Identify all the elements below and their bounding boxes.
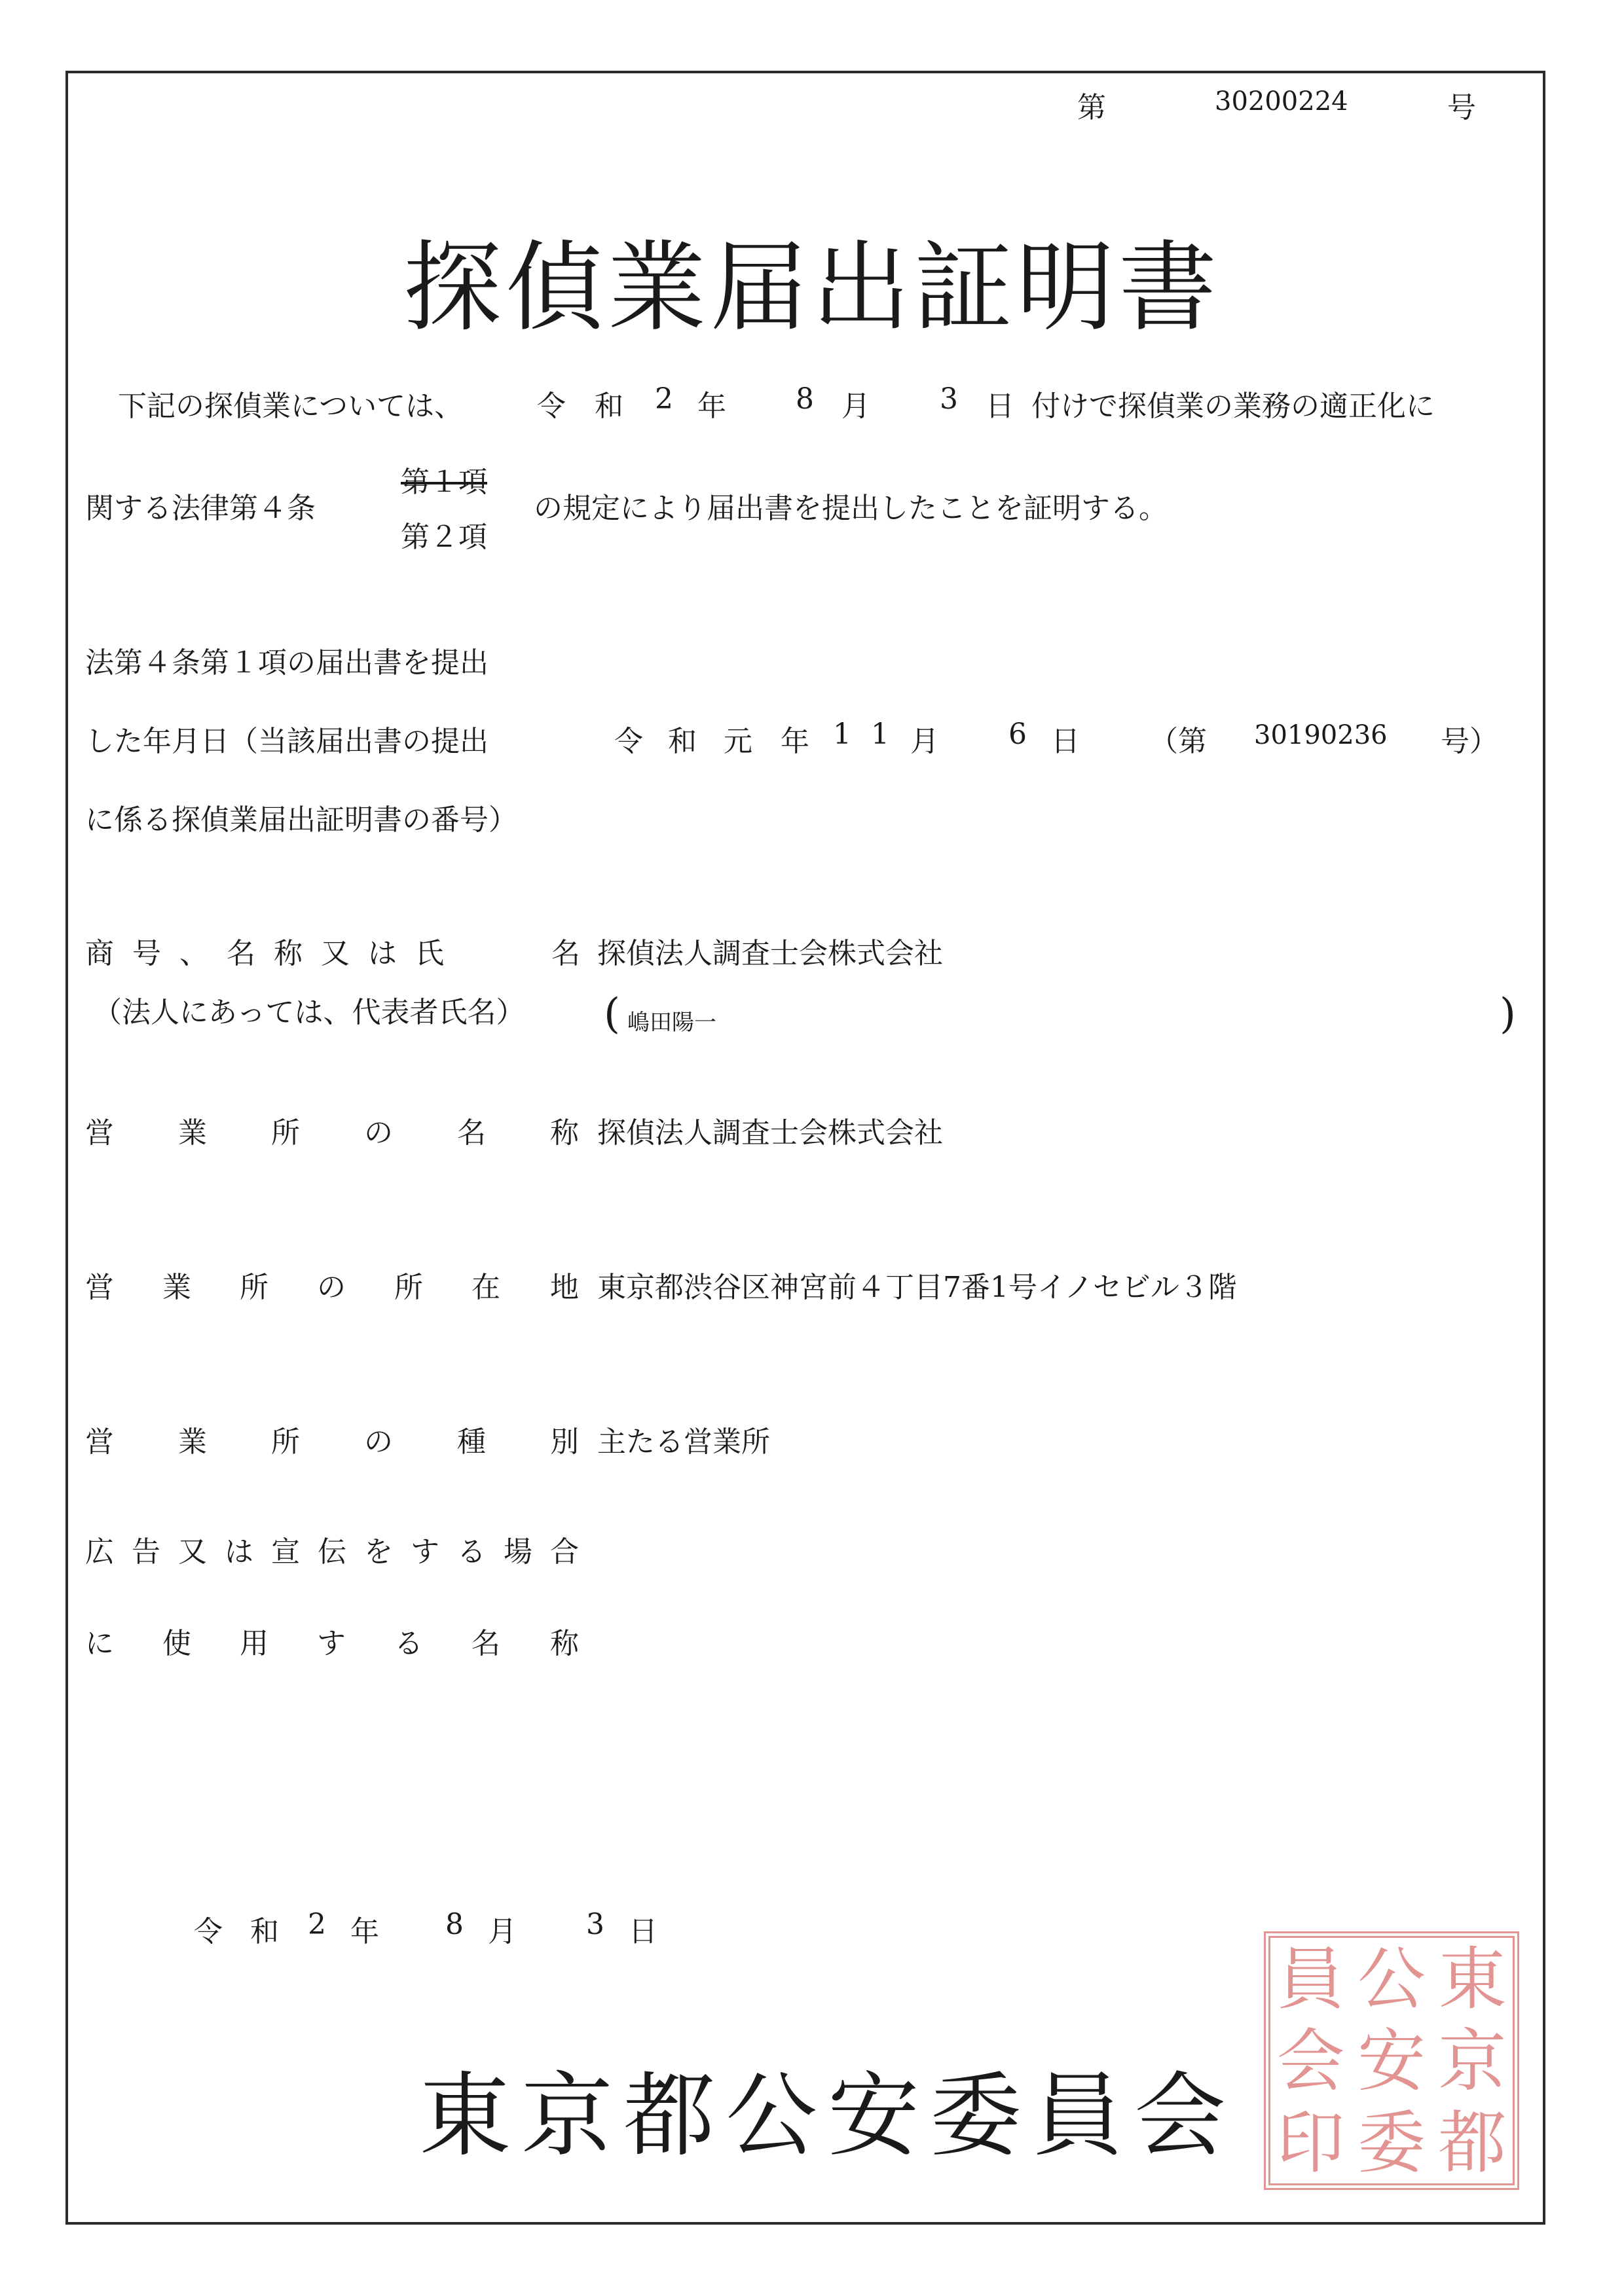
body-date-month: 8 bbox=[796, 382, 814, 416]
ad-name-label-1-8: す bbox=[411, 1535, 439, 1569]
office-address-label-6: 在 bbox=[471, 1271, 500, 1304]
ad-name-label-2-2: 使 bbox=[162, 1627, 191, 1660]
office-type-label-3: 所 bbox=[271, 1425, 300, 1459]
office-type-label-6: 別 bbox=[550, 1425, 579, 1459]
seal-char: 京 bbox=[1438, 2020, 1507, 2101]
office-name-label-6: 称 bbox=[550, 1116, 579, 1150]
prior-date-year-unit: 年 bbox=[781, 725, 809, 758]
issuer-name: 東京都公安委員会 bbox=[419, 2063, 1237, 2170]
office-name-label-3: 所 bbox=[271, 1116, 300, 1150]
prior-date-month-unit: 月 bbox=[910, 725, 939, 758]
office-type-label-4: の bbox=[364, 1425, 393, 1459]
office-name-label-2: 業 bbox=[178, 1116, 207, 1150]
office-type-label-5: 種 bbox=[457, 1425, 486, 1459]
office-name-label-5: 名 bbox=[457, 1116, 486, 1150]
ad-name-label-2-3: 用 bbox=[240, 1627, 268, 1660]
seal-char: 都 bbox=[1438, 2102, 1507, 2183]
trade-name-label-8: 氏 bbox=[415, 937, 444, 970]
ad-name-label-1-2: 告 bbox=[132, 1535, 160, 1569]
seal-char: 東 bbox=[1438, 1939, 1507, 2019]
trade-name-label-2: 号 bbox=[132, 937, 161, 970]
number-prefix: 第 bbox=[1077, 91, 1106, 124]
trade-name-label-9: 名 bbox=[551, 937, 580, 970]
clause-active: 第２項 bbox=[401, 520, 487, 554]
prior-date-era: 令 bbox=[614, 725, 643, 758]
ad-name-label-1-9: る bbox=[457, 1535, 486, 1569]
issue-date-year: 2 bbox=[308, 1908, 326, 1941]
seal-char: 委 bbox=[1357, 2102, 1426, 2183]
prior-filing-label-1: 法第４条第１項の届出書を提出 bbox=[85, 646, 489, 680]
ad-name-label-1-11: 合 bbox=[550, 1535, 579, 1569]
body-date-month-unit: 月 bbox=[841, 390, 870, 423]
certificate-number: 30200224 bbox=[1215, 86, 1348, 117]
prior-filing-label-3: に係る探偵業届出証明書の番号） bbox=[85, 803, 517, 837]
office-address-label-5: 所 bbox=[394, 1271, 423, 1304]
office-name-label-1: 営 bbox=[85, 1116, 114, 1150]
official-seal bbox=[1264, 1931, 1519, 2190]
ad-name-label-2-7: 称 bbox=[550, 1627, 579, 1660]
issue-date-era: 令 bbox=[194, 1915, 223, 1948]
body-line1-start: 下記の探偵業については、 bbox=[118, 390, 464, 423]
ad-name-label-2-4: す bbox=[317, 1627, 346, 1660]
trade-name-label-4: 名 bbox=[227, 937, 255, 970]
office-address-label-2: 業 bbox=[162, 1271, 191, 1304]
office-address-label-1: 営 bbox=[85, 1271, 114, 1304]
body-date-day-unit: 日 bbox=[986, 390, 1014, 423]
issue-date-day: 3 bbox=[586, 1908, 604, 1941]
office-name-label-4: の bbox=[364, 1116, 393, 1150]
ad-name-label-2-5: る bbox=[394, 1627, 423, 1660]
body-date-day: 3 bbox=[940, 382, 958, 416]
prior-date-day-unit: 日 bbox=[1051, 725, 1080, 758]
body-line2-end: の規定により届出書を提出したことを証明する。 bbox=[534, 492, 1168, 525]
document-title: 探偵業届出証明書 bbox=[403, 231, 1221, 345]
seal-char: 員 bbox=[1276, 1939, 1345, 2019]
prior-date-month-1: 1 bbox=[833, 718, 851, 751]
representative-paren-open: ( bbox=[604, 990, 620, 1038]
seal-char: 公 bbox=[1357, 1939, 1426, 2019]
body-line2-start: 関する法律第４条 bbox=[85, 492, 316, 525]
trade-name-value: 探偵法人調査士会株式会社 bbox=[597, 937, 943, 970]
prior-date-month-2: 1 bbox=[871, 718, 889, 751]
trade-name-label-6: 又 bbox=[321, 937, 350, 970]
seal-char: 安 bbox=[1357, 2020, 1426, 2101]
ad-name-label-1-1: 広 bbox=[85, 1535, 114, 1569]
office-name-value: 探偵法人調査士会株式会社 bbox=[597, 1116, 943, 1150]
office-address-label-4: の bbox=[317, 1271, 346, 1304]
number-suffix: 号 bbox=[1447, 91, 1476, 124]
issue-date-month-unit: 月 bbox=[488, 1915, 517, 1948]
seal-char: 印 bbox=[1276, 2102, 1345, 2183]
ad-name-label-1-10: 場 bbox=[504, 1535, 532, 1569]
prior-number-prefix: （第 bbox=[1149, 725, 1207, 758]
body-date-era2: 和 bbox=[595, 390, 623, 423]
trade-name-sub-label: （法人にあっては、代表者氏名） bbox=[93, 996, 525, 1029]
representative-name: 嶋田陽一 bbox=[627, 1010, 716, 1036]
prior-filing-label-2: した年月日（当該届出書の提出 bbox=[85, 725, 489, 758]
office-type-value: 主たる営業所 bbox=[597, 1425, 770, 1459]
body-line1-end: 付けで探偵業の業務の適正化に bbox=[1031, 390, 1435, 423]
body-date-year-unit: 年 bbox=[697, 390, 726, 423]
prior-date-era2: 和 bbox=[668, 725, 697, 758]
ad-name-label-1-6: 伝 bbox=[318, 1535, 346, 1569]
ad-name-label-1-4: は bbox=[225, 1535, 253, 1569]
ad-name-label-1-7: を bbox=[364, 1535, 393, 1569]
office-address-value: 東京都渋谷区神宮前４丁目7番1号イノセビル３階 bbox=[597, 1271, 1237, 1304]
prior-date-year: 元 bbox=[724, 725, 752, 758]
ad-name-label-2-1: に bbox=[85, 1627, 114, 1660]
issue-date-year-unit: 年 bbox=[350, 1915, 379, 1948]
trade-name-label-5: 称 bbox=[274, 937, 303, 970]
trade-name-label-3: 、 bbox=[179, 937, 208, 970]
office-type-label-1: 営 bbox=[85, 1425, 114, 1459]
issue-date-era2: 和 bbox=[250, 1915, 279, 1948]
prior-number: 30190236 bbox=[1254, 720, 1388, 750]
clause-struck: 第１項 bbox=[401, 465, 487, 499]
ad-name-label-1-3: 又 bbox=[178, 1535, 207, 1569]
trade-name-label-7: は bbox=[368, 937, 397, 970]
body-date-era: 令 bbox=[537, 390, 566, 423]
office-address-label-7: 地 bbox=[550, 1271, 579, 1304]
ad-name-label-1-5: 宣 bbox=[271, 1535, 300, 1569]
prior-number-suffix: 号） bbox=[1441, 725, 1498, 758]
office-address-label-3: 所 bbox=[240, 1271, 268, 1304]
seal-char: 会 bbox=[1276, 2020, 1345, 2101]
representative-paren-close: ) bbox=[1500, 990, 1516, 1038]
issue-date-day-unit: 日 bbox=[629, 1915, 657, 1948]
trade-name-label-1: 商 bbox=[85, 937, 114, 970]
body-date-year: 2 bbox=[655, 382, 673, 416]
issue-date-month: 8 bbox=[445, 1908, 464, 1941]
prior-date-day: 6 bbox=[1008, 718, 1027, 751]
ad-name-label-2-6: 名 bbox=[471, 1627, 500, 1660]
office-type-label-2: 業 bbox=[178, 1425, 207, 1459]
